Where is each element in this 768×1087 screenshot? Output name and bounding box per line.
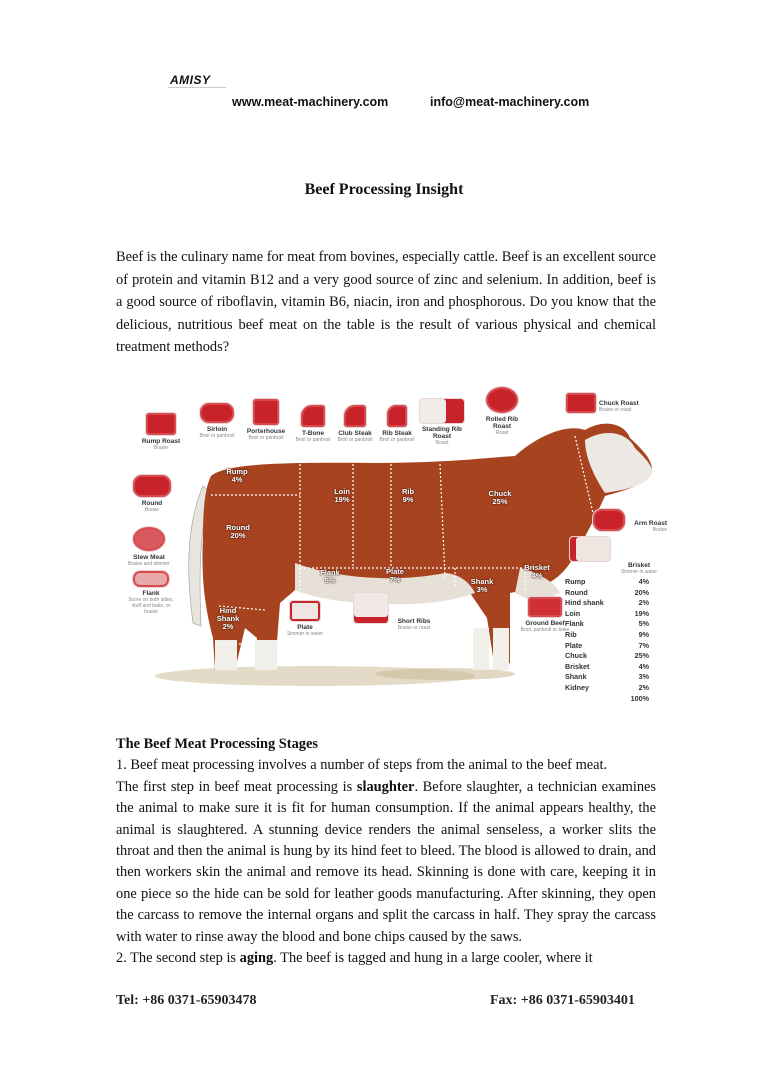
cut-brisket-label: Brisket Simmer in water	[620, 562, 658, 575]
cut-porterhouse: Porterhouse Broil or panbroil	[241, 398, 291, 441]
cut-club-steak: Club Steak Broil or panbroil	[333, 404, 377, 443]
zone-hind-shank: Hind Shank 2%	[216, 606, 240, 631]
cut-sirloin: Sirloin Broil or panbroil	[195, 402, 239, 439]
page-title: Beef Processing Insight	[304, 181, 464, 198]
legend-row: Rib 9%	[565, 629, 649, 639]
cut-rolled-rib-roast: Rolled Rib Roast Roast	[479, 386, 525, 436]
meat-cut-icon	[132, 570, 170, 588]
cut-short-ribs-label: Short Ribs Braise or roast	[397, 618, 431, 631]
zone-plate: Plate 7%	[386, 567, 404, 584]
meat-cut-icon	[419, 398, 465, 424]
meat-cut-icon	[565, 392, 597, 414]
zone-rib: Rib 9%	[401, 487, 415, 504]
cut-brisket-icon	[567, 536, 613, 564]
beef-cuts-diagram	[115, 378, 667, 706]
footer-tel: Tel: +86 0371-65903478	[116, 993, 257, 1008]
section-heading: The Beef Meat Processing Stages	[116, 736, 318, 752]
cut-arm-roast-icon	[591, 508, 627, 534]
website-link[interactable]: www.meat-machinery.com	[232, 95, 389, 109]
cut-ground-beef: Ground Beef Broil, panbroil or bake	[519, 596, 571, 633]
meat-cut-icon	[145, 412, 177, 436]
legend-row: Kidney 2%	[565, 682, 649, 692]
email-link[interactable]: info@meat-machinery.com	[430, 95, 590, 109]
cut-stew-meat: Stew Meat Braise and simmer	[121, 526, 177, 567]
legend-row: Brisket 4%	[565, 661, 649, 671]
intro-paragraph	[116, 246, 656, 359]
meat-cut-icon	[252, 398, 280, 426]
legend-row: Rump 4%	[565, 577, 649, 586]
cut-rump-roast: Rump Roast Braise	[137, 412, 185, 451]
zone-loin: Loin 19%	[334, 487, 350, 504]
legend-row: Round 20%	[565, 587, 649, 597]
cut-t-bone: T-Bone Broil or panbroil	[293, 404, 333, 443]
zone-chuck: Chuck 25%	[488, 489, 512, 506]
zone-round: Round 20%	[226, 523, 250, 540]
cut-chuck-roast-label: Chuck Roast Braise or roast	[599, 400, 639, 413]
zone-shank: Shank 3%	[470, 577, 494, 594]
legend-total-row: 100%	[630, 693, 649, 703]
meat-cut-icon	[353, 592, 389, 624]
meat-cut-icon	[289, 600, 321, 622]
cut-percentage-legend	[565, 577, 649, 704]
stage-intro: 1. Beef meat processing involves a number of steps from the animal to the beef meat.	[116, 757, 608, 774]
cut-arm-roast-label: Arm Roast Braise	[634, 520, 667, 533]
meat-cut-icon	[343, 404, 367, 428]
meat-cut-icon	[300, 404, 326, 428]
meat-cut-icon	[527, 596, 563, 618]
meat-cut-icon	[569, 536, 611, 562]
cut-plate: Plate Simmer in water	[285, 600, 325, 637]
cut-rib-steak: Rib Steak Broil or panbroil	[377, 404, 417, 443]
cut-standing-rib-roast: Standing Rib Roast Roast	[415, 398, 469, 446]
logo-text: AMISY	[170, 73, 211, 87]
stage-2-aging: 2. The second step is aging. The beef is tagged and hung in a large cooler, where it	[116, 950, 593, 967]
intro-text: Beef is the culinary name for meat from bovines, especially cattle. Beef is an excellent source of protein and vitamin B12 and a very good source of zinc and selenium. In addition, beef is a good source of riboflavin, vitamin B6, niacin, iron and phosphorous. Do you know that the delicious, nutritious beef meat on the table is the result of various physical and chemical treatment methods?	[116, 249, 656, 356]
processing-stages-section	[116, 734, 656, 969]
cut-chuck-roast-icon	[561, 392, 601, 416]
meat-cut-icon	[132, 474, 172, 498]
legend-row: Chuck 25%	[565, 651, 649, 661]
meat-cut-icon	[386, 404, 408, 428]
meat-cut-icon	[592, 508, 626, 532]
legend-row: Flank 5%	[565, 619, 649, 629]
cut-flank: Flank Score on both sides, stuff and bake, or braise	[125, 570, 177, 615]
cut-short-ribs-icon	[351, 592, 391, 626]
stage-1-slaughter: The first step in beef meat processing is slaughter. Before slaughter, a technician examines the animal to make sure it is fit for human consumption. If the animal appears healthy, the animal is slaughtered. A stunning device renders the animal senseless, a worker slits the throat and then the animal is hung by its hind feet to bleed. The blood is allowed to drain, and then workers skin the animal and remove its head. Skinning is done with care, keeping it in one piece so the hide can be sold for leather goods manufacturing. After skinning, they open the carcass to remove the internal organs and split the carcass in half. They spray the carcass with water to rinse away the blood and bone chips caused by the saws.	[116, 778, 656, 945]
zone-flank: Flank 5%	[320, 568, 340, 585]
zone-brisket: Brisket 4%	[524, 563, 550, 580]
cut-round: Round Braise	[129, 474, 175, 513]
footer-fax: Fax: +86 0371-65903401	[490, 993, 635, 1008]
keyword-slaughter: slaughter	[356, 778, 415, 795]
legend-row: Loin 19%	[565, 608, 649, 618]
keyword-aging: aging	[239, 950, 274, 967]
legend-row: Hind shank 2%	[565, 598, 649, 608]
meat-cut-icon	[199, 402, 235, 424]
logo-underline	[168, 87, 226, 88]
legend-row: Plate 7%	[565, 640, 649, 650]
legend-row: Shank 3%	[565, 672, 649, 682]
meat-cut-icon	[485, 386, 519, 414]
company-logo	[170, 74, 224, 88]
zone-rump: Rump 4%	[226, 467, 248, 484]
meat-cut-icon	[132, 526, 166, 552]
